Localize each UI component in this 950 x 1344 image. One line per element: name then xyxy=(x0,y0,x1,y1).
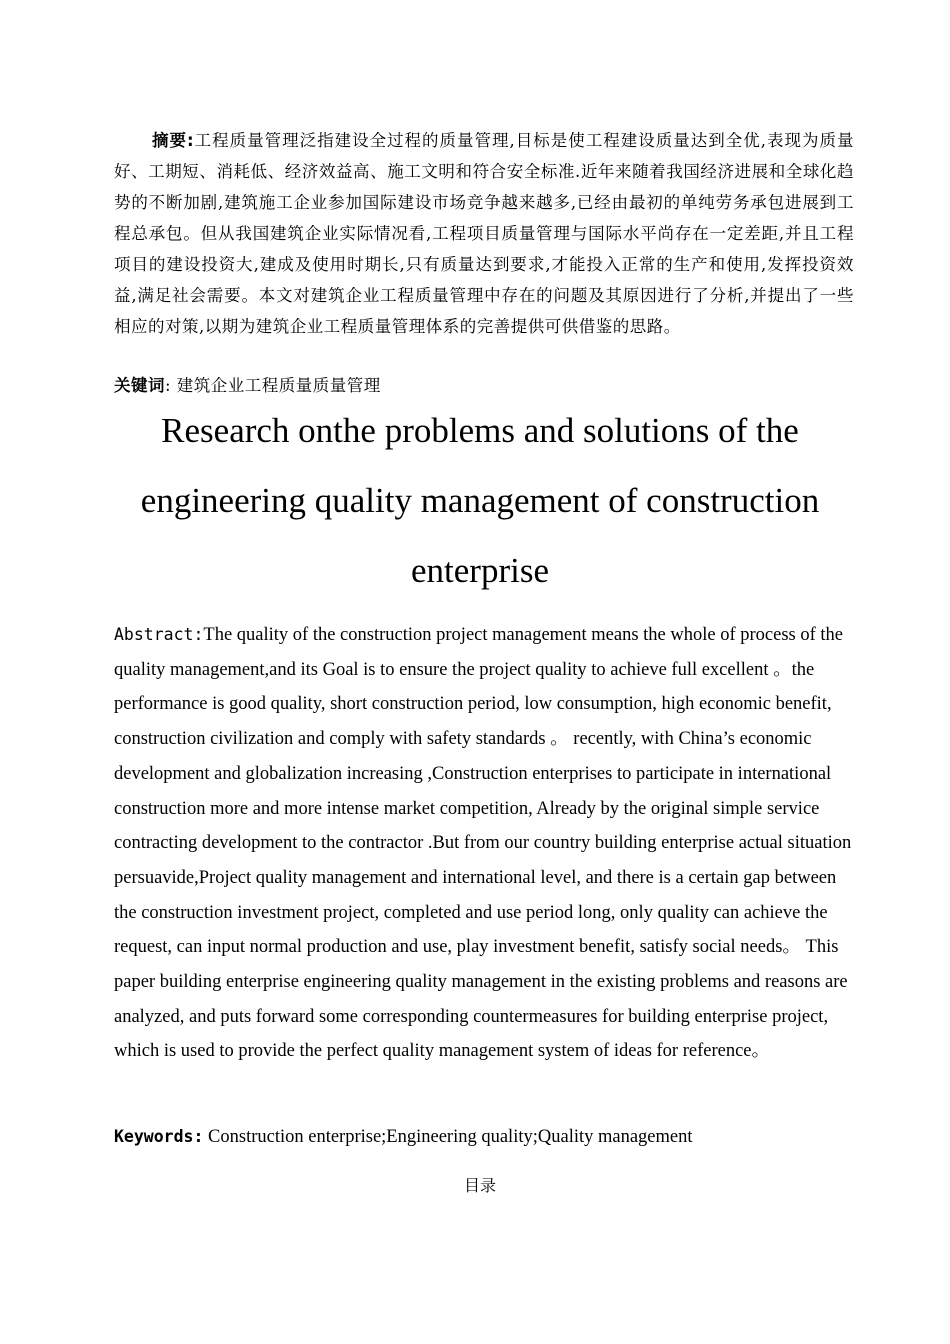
english-abstract-label: Abstract: xyxy=(114,625,204,644)
chinese-abstract xyxy=(114,125,854,342)
english-abstract xyxy=(114,618,854,1069)
english-title: Research onthe problems and solutions of the engineering quality management of construction enterprise xyxy=(140,411,820,590)
chinese-keywords-label: 关键词 xyxy=(114,376,165,395)
english-keywords-text: Construction enterprise;Engineering quality;Quality management xyxy=(208,1127,693,1147)
english-abstract-text: The quality of the construction project management means the whole of process of the quality management,and its Goal is to ensure the project quality to achieve full excellent 。the performance is good quality, short construction period, low consumption, high economic benefit, construction civilization and comply with safety standards 。 recently, with China’s economic development and globalization increasing ,Construction enterprises to participate in international construction more and more intense market competition, Already by the original simple service contracting development to the contractor .But from our country building enterprise actual situation persuavide,Project quality management and international level, and there is a certain gap between the construction investment project, completed and use period long, only quality can achieve the request, can input normal production and use, play investment benefit, satisfy social needs。 This paper building enterprise engineering quality management in the existing problems and reasons are analyzed, and puts forward some corresponding countermeasures for building enterprise project, which is used to provide the perfect quality management system of ideas for reference。 xyxy=(114,625,852,1062)
chinese-keywords-text: : 建筑企业工程质量质量管理 xyxy=(165,376,381,395)
chinese-abstract-text: 工程质量管理泛指建设全过程的质量管理,目标是使工程建设质量达到全优,表现为质量好、工期短、消耗低、经济效益高、施工文明和符合安全标准.近年来随着我国经济进展和全球化趋势的不断加剧,建筑施工企业参加国际建设市场竞争越来越多,已经由最初的单纯劳务承包进展到工程总承包。但从我国建筑企业实际情况看,工程项目质量管理与国际水平尚存在一定差距,并且工程项目的建设投资大,建成及使用时期长,只有质量达到要求,才能投入正常的生产和使用,发挥投资效益,满足社会需要。本文对建筑企业工程质量管理中存在的问题及其原因进行了分析,并提出了一些相应的对策,以期为建筑企业工程质量管理体系的完善提供可供借鉴的思路。 xyxy=(114,131,854,336)
chinese-abstract-label: 摘要: xyxy=(152,131,195,150)
table-of-contents-heading: 目录 xyxy=(463,1176,496,1195)
english-keywords-label: Keywords: xyxy=(114,1127,204,1146)
english-keywords xyxy=(114,1122,854,1152)
